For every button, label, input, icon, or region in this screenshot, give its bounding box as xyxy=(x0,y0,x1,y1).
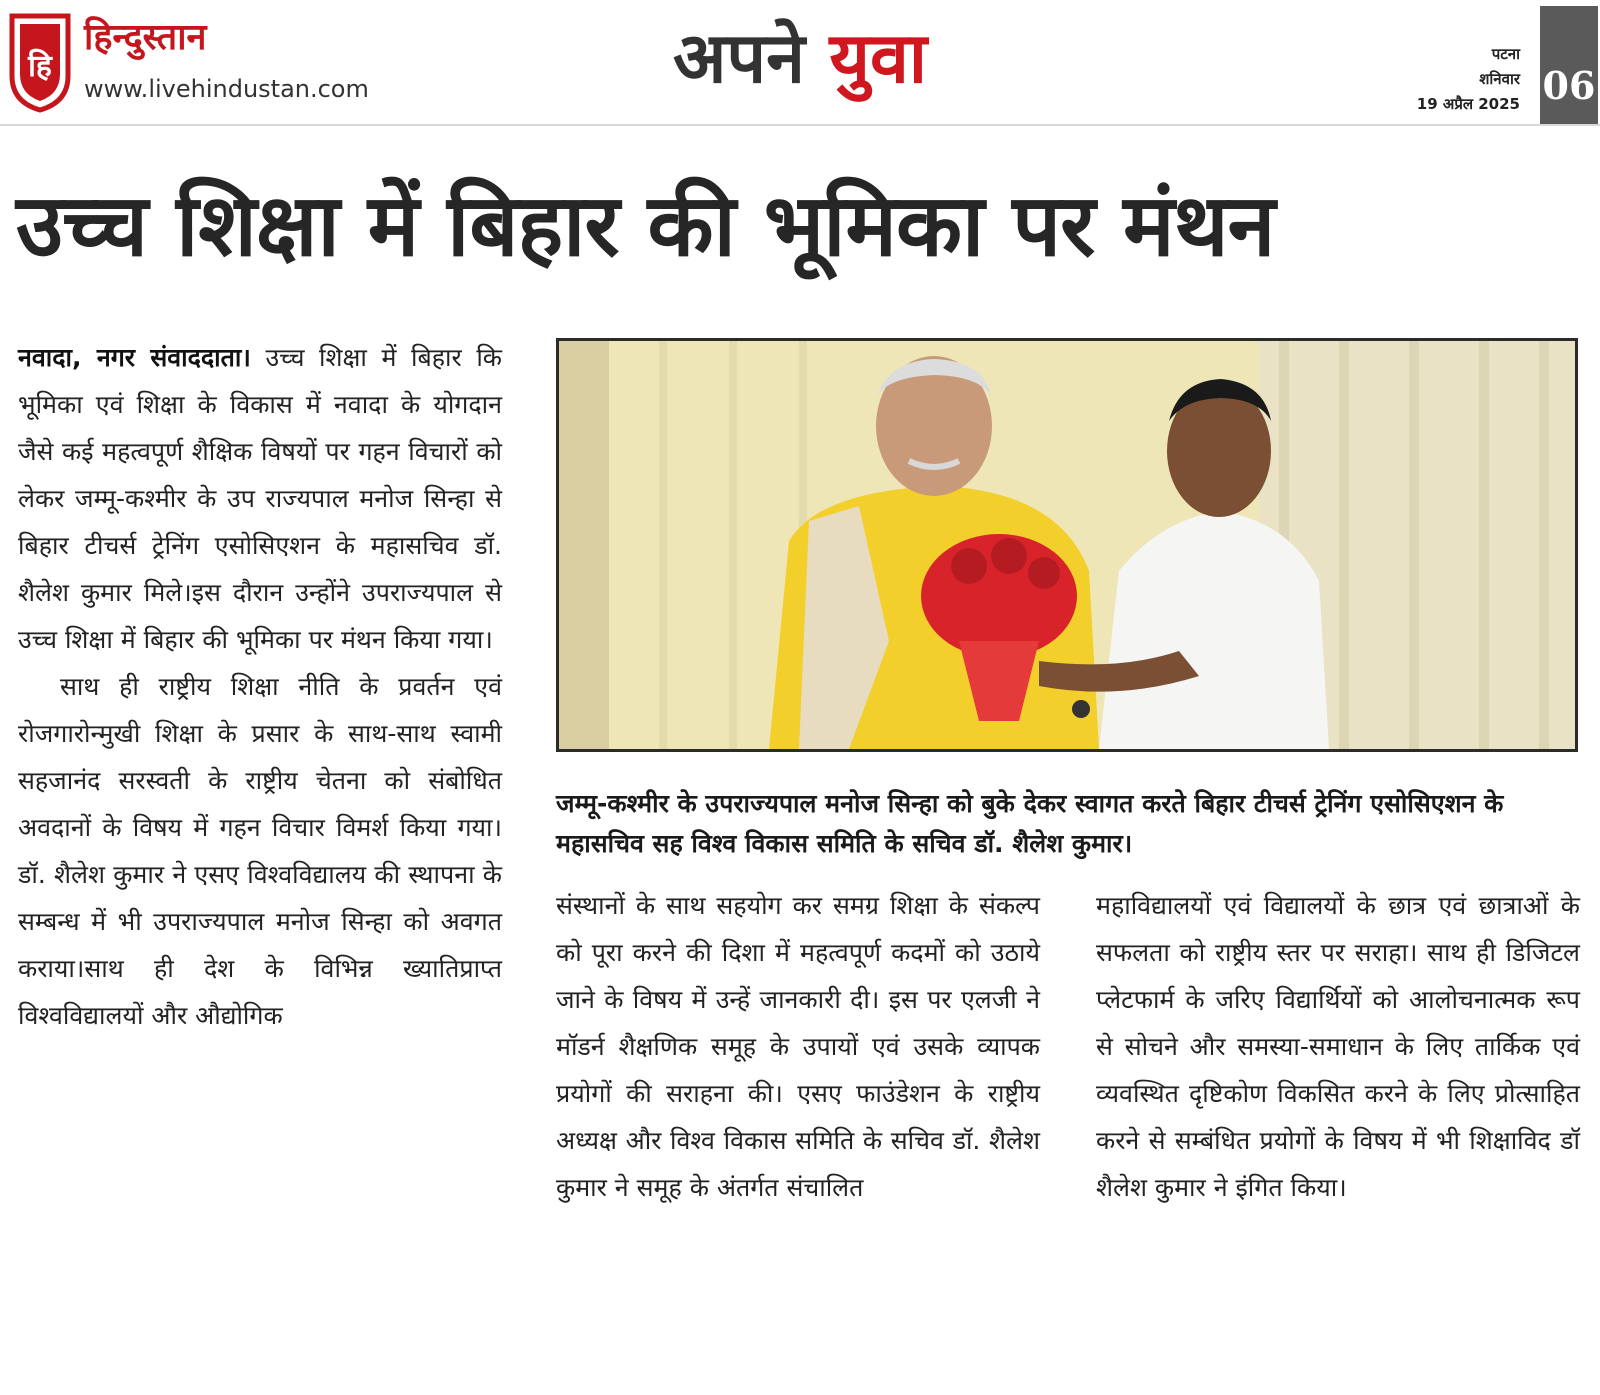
dateline xyxy=(1380,42,1520,117)
photo-illustration xyxy=(559,341,1575,749)
photo-caption: जम्मू-कश्मीर के उपराज्यपाल मनोज सिन्हा को बुके देकर स्वागत करते बिहार टीचर्स ट्रेनिंग एसोसिएशन के महासचिव सह विश्व विकास समिति के सचिव डॉ. शैलेश कुमार। xyxy=(556,789,1504,858)
website-link[interactable]: www.livehindustan.com xyxy=(84,75,369,103)
article-column-2 xyxy=(556,882,1040,1211)
paragraph-1 xyxy=(18,334,502,663)
hindustan-logo-icon xyxy=(8,10,72,114)
logo-glyph: हि xyxy=(28,49,52,84)
article-column-1 xyxy=(18,334,502,1039)
column-2-text: संस्थानों के साथ सहयोग कर समग्र शिक्षा के संकल्प को पूरा करने की दिशा में महत्वपूर्ण कदमों को उठाये जाने के विषय में उन्हें जानकारी दी। इस पर एलजी ने मॉडर्न शैक्षणिक समूह के उपायों एवं उसके व्यापक प्रयोगों की सराहना की। एसए फाउंडेशन के राष्ट्रीय अध्यक्ष और विश्व विकास समिति के सचिव डॉ. शैलेश कुमार ने समूह के अंतर्गत संचालित xyxy=(556,891,1040,1202)
issue-date: 19 अप्रैल 2025 xyxy=(1416,95,1520,113)
headline: उच्च शिक्षा में बिहार की भूमिका पर मंथन xyxy=(16,176,1275,276)
article-column-3 xyxy=(1096,882,1580,1211)
section-title-part2: युवा xyxy=(829,17,928,99)
paragraph-1-text: उच्च शिक्षा में बिहार कि भूमिका एवं शिक्षा के विकास में नवादा के योगदान जैसे कई महत्वपूर्ण शैक्षिक विषयों पर गहन विचारों को लेकर जम्मू-कश्मीर के उप राज्यपाल मनोज सिन्हा से बिहार टीचर्स ट्रेनिंग एसोसिएशन के महासचिव डॉ. शैलेश कुमार मिले।इस दौरान उन्होंने उपराज्यपाल से उच्च शिक्षा में बिहार की भूमिका पर मंथन किया गया। xyxy=(18,343,503,654)
section-title xyxy=(600,10,1000,106)
page-number: 06 xyxy=(1540,6,1598,124)
section-title-part1: अपने xyxy=(672,17,806,99)
brand-name: हिन्दुस्तान xyxy=(84,17,207,58)
edition-city: पटना xyxy=(1491,45,1520,63)
column-3-text: महाविद्यालयों एवं विद्यालयों के छात्र एवं छात्राओं के सफलता को राष्ट्रीय स्तर पर सराहा। साथ ही डिजिटल प्लेटफार्म के जरिए विद्यार्थियों को आलोचनात्मक रूप से सोचने और समस्या-समाधान के लिए तार्किक एवं व्यवस्थित दृष्टिकोण विकसित करने के लिए प्रोत्साहित करने से सम्बंधित प्रयोगों के विषय में भी शिक्षाविद डॉ शैलेश कुमार ने इंगित किया। xyxy=(1096,891,1580,1202)
weekday: शनिवार xyxy=(1479,70,1520,88)
paragraph-2: साथ ही राष्ट्रीय शिक्षा नीति के प्रवर्तन एवं रोजगारोन्मुखी शिक्षा के प्रसार के साथ-साथ स्वामी सहजानंद सरस्वती के राष्ट्रीय चेतना को संबोधित अवदानों के विषय में गहन विचार विमर्श किया गया। डॉ. शैलेश कुमार ने एसए विश्वविद्यालय की स्थापना के सम्बन्ध में भी उपराज्यपाल मनोज सिन्हा को अवगत कराया।साथ ही देश के विभिन्न ख्यातिप्राप्त विश्वविद्यालयों और औद्योगिक xyxy=(18,672,502,1030)
byline: नवादा, नगर संवाददाता। xyxy=(18,343,251,372)
masthead xyxy=(0,0,1600,126)
news-photo xyxy=(556,338,1578,752)
